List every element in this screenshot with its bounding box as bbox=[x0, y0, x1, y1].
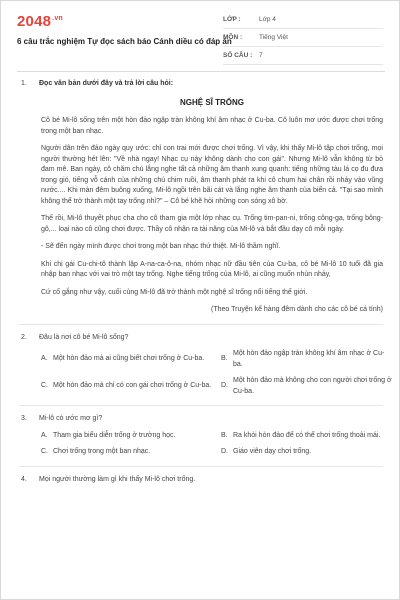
option-text: Một hòn đảo ngập tràn không khí âm nhạc ở Cu-ba. bbox=[233, 350, 385, 368]
question-text: Đâu là nơi cô bé Mi-lô sống? bbox=[39, 333, 129, 341]
meta-row-count bbox=[223, 47, 383, 65]
story-paragraph: - Sẽ đến ngày mình được chơi trong một ban nhạc thứ thiệt. Mi-lô thầm nghĩ. bbox=[41, 243, 281, 250]
story-passage bbox=[41, 98, 383, 316]
meta-value: 7 bbox=[259, 52, 263, 59]
option-label: D. bbox=[221, 448, 228, 455]
story-source: (Theo Truyện kể hàng đêm dành cho các cô bé cá tính) bbox=[211, 306, 383, 313]
option-a[interactable] bbox=[41, 349, 213, 370]
option-text: Giáo viên dạy chơi trống. bbox=[233, 448, 312, 455]
option-label: C. bbox=[41, 448, 48, 455]
option-label: D. bbox=[221, 382, 228, 390]
document-title: 6 câu trắc nghiệm Tự đọc sách báo Cánh diều có đáp án bbox=[17, 37, 232, 46]
option-b[interactable] bbox=[221, 431, 393, 442]
meta-value: Tiếng Việt bbox=[259, 34, 288, 41]
option-label: A. bbox=[41, 431, 48, 439]
option-label: B. bbox=[221, 355, 228, 363]
option-text: Một hòn đảo mà chỉ có con gái chơi trống ở Cu-ba. bbox=[53, 382, 212, 390]
option-d[interactable] bbox=[221, 447, 393, 458]
quiz-content bbox=[21, 79, 392, 485]
option-text: Một hòn đảo mà không cho con người chơi trống ở Cu-ba. bbox=[233, 377, 392, 395]
question-number: 1. bbox=[21, 80, 27, 87]
option-text: Tham gia biểu diễn trống ở trường học. bbox=[53, 431, 176, 439]
question-2 bbox=[21, 333, 383, 344]
question-text: Đọc văn bản dưới đây và trả lời câu hỏi: bbox=[39, 80, 174, 87]
question-text: Mi-lô có ước mơ gì? bbox=[39, 415, 103, 422]
option-a[interactable] bbox=[41, 431, 213, 442]
option-c[interactable] bbox=[41, 376, 213, 397]
meta-key: LỚP : bbox=[223, 16, 241, 23]
story-paragraph: Cứ cố gắng như vậy, cuối cùng Mi-lô đã trở thành một nghệ sĩ trống nổi tiếng thế giới. bbox=[41, 288, 308, 296]
meta-row-subject bbox=[223, 29, 383, 47]
option-text: Chơi trống trong một ban nhạc. bbox=[53, 448, 151, 455]
question-separator bbox=[19, 324, 383, 325]
story-paragraph: Khi chị gái Cu-chi-tô thành lập A-na-ca-ô-na, nhóm nhạc nữ đầu tiên của Cu-ba, cô bé Mi-lô 10 tuổi đã gia nhập ban nhạc với vai trò một tay trống. Nghe tiếng trống của Mi-lô, ai cũng muốn nhún nhảy, bbox=[41, 260, 383, 278]
story-title: NGHỆ SĨ TRỐNG bbox=[179, 97, 244, 107]
meta-row-class bbox=[223, 11, 383, 29]
logo-suffix: .vn bbox=[52, 15, 63, 22]
option-label: B. bbox=[221, 431, 228, 439]
question-text: Mọi người thường làm gì khi thấy Mi-lô chơi trống. bbox=[39, 475, 196, 483]
logo-text: 2048 bbox=[17, 13, 52, 30]
question-separator bbox=[19, 466, 383, 467]
question-number: 4. bbox=[21, 475, 27, 483]
meta-value: Lớp 4 bbox=[259, 16, 276, 23]
meta-table bbox=[223, 11, 383, 65]
question-number: 2. bbox=[21, 333, 27, 341]
option-label: A. bbox=[41, 355, 48, 363]
story-paragraph: Thế rồi, Mi-lô thuyết phục cha cho cô tham gia một lớp nhạc cụ. Trống tim-pan-ni, trống công-ga, trống bông-gô,... loại nào cô cũng chơi được. Thầy cô nhận ra tài năng của Mi-lô và bắt đầu dạy cô mỗi ngày. bbox=[41, 215, 383, 233]
answer-options bbox=[41, 431, 383, 458]
story-paragraph: Người dân trên đảo ngày quy ước: chỉ con trai mới được chơi trống. Vì vậy, khi thấy Mi-lô tập chơi trống, mọi người thường hét lên: "Về nhà ngay! Nhạc cụ này không dành cho con gái". Nhưng Mi-lô vẫn không từ bỏ đam mê. Ban ngày, cô chăm chú lắng nghe tất cả những âm thanh xung quanh: tiếng những tàu lá cọ đu đưa trong gió, tiếng vỗ cánh của những chú chim ruồi, âm thanh phát ra khi cô chụm hai chân rồi nhảy vào vũng nước.... Khi màn đêm buông xuống, Mi-lô ngồi trên bãi cát và lắng nghe âm thanh của biển cả. "Tại sao mình không thể trở thành một tay trống nhỉ?" – Cô bé khẽ hỏi những con sóng xô bờ. bbox=[41, 145, 383, 205]
question-separator bbox=[19, 405, 383, 406]
question-number: 3. bbox=[21, 415, 27, 422]
meta-key: SỐ CÂU : bbox=[223, 52, 253, 59]
question-4 bbox=[21, 475, 383, 486]
option-label: C. bbox=[41, 382, 48, 390]
question-3 bbox=[21, 414, 383, 425]
option-d[interactable] bbox=[221, 376, 393, 397]
page-header bbox=[1, 1, 400, 65]
option-c[interactable] bbox=[41, 447, 213, 458]
option-text: Ra khỏi hòn đảo để có thể chơi trống thoải mái. bbox=[233, 431, 381, 439]
story-paragraph: Cô bé Mi-lô sống trên một hòn đảo ngập tràn không khí âm nhạc ở Cu-ba. Cô luôn mơ ước được chơi trống trong một ban nhạc. bbox=[41, 117, 383, 135]
option-text: Một hòn đảo mà ai cũng biết chơi trống ở Cu-ba. bbox=[53, 355, 205, 363]
option-b[interactable] bbox=[221, 349, 393, 370]
meta-key: MÔN : bbox=[223, 34, 243, 41]
header-divider bbox=[17, 71, 385, 72]
answer-options bbox=[41, 349, 392, 397]
question-1 bbox=[21, 79, 383, 90]
site-logo[interactable] bbox=[17, 13, 63, 30]
